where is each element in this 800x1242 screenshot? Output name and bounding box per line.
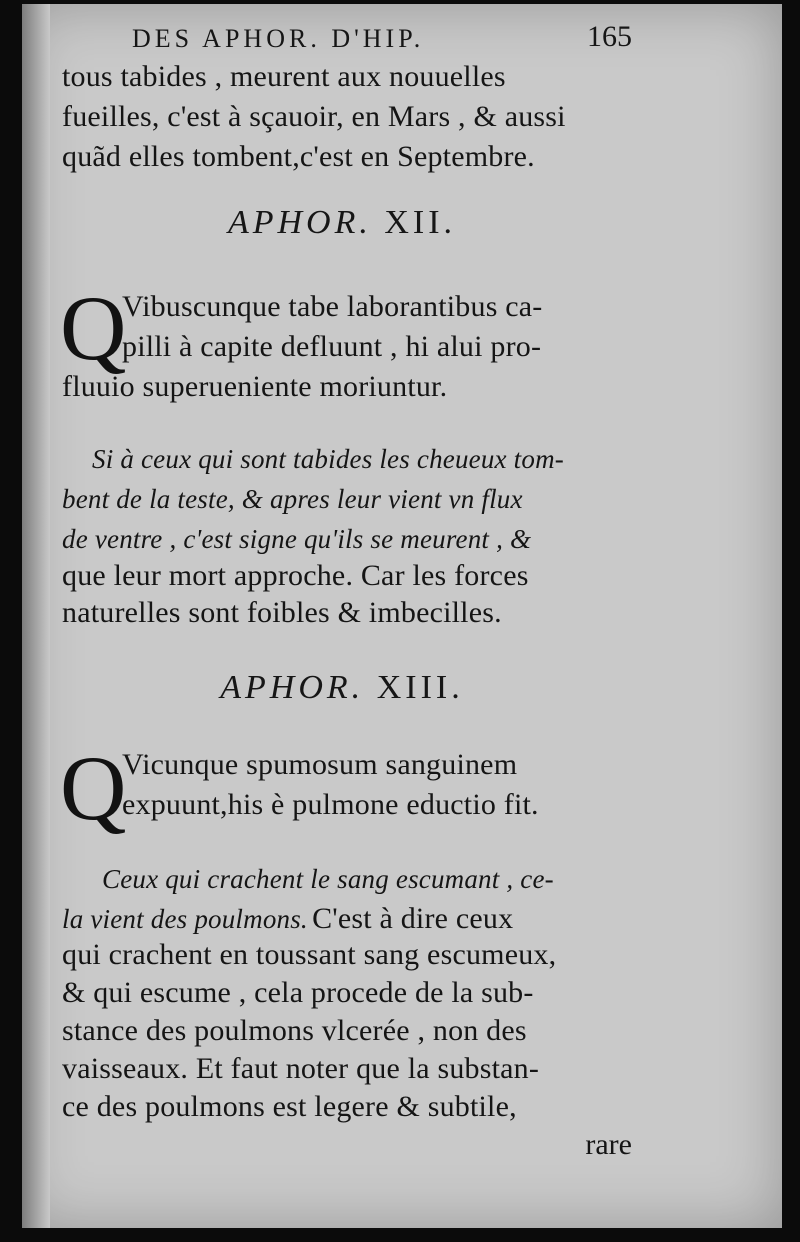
french-italic-line: de ventre , c'est signe qu'ils se meurent , & xyxy=(62,524,532,554)
french-italic-line: Ceux qui crachent le sang escumant , ce- xyxy=(102,864,554,894)
intro-line: quãd elles tombent,c'est en Septembre. xyxy=(62,140,535,173)
intro-line: fueilles, c'est à sçauoir, en Mars , & aussi xyxy=(62,100,566,133)
french-italic-segment: la vient des poulmons. xyxy=(62,904,308,934)
french-italic-line: Si à ceux qui sont tabides les cheueux tom- xyxy=(92,444,564,474)
running-head: DES APHOR. D'HIP. xyxy=(132,24,425,53)
catchword: rare xyxy=(585,1128,632,1161)
french-mixed-line xyxy=(62,902,513,936)
heading-numeral: XIII. xyxy=(376,669,464,706)
latin-line: Vicunque spumosum sanguinem xyxy=(122,748,518,781)
heading-word: APHOR. xyxy=(227,204,372,241)
heading-word: APHOR. xyxy=(220,669,365,706)
latin-line: Vibuscunque tabe laborantibus ca- xyxy=(122,290,543,323)
latin-line: expuunt,his è pulmone eductio fit. xyxy=(122,788,539,821)
latin-line: fluuio superueniente moriuntur. xyxy=(62,370,448,403)
french-roman-segment: C'est à dire ceux xyxy=(312,902,514,935)
french-line: vaisseaux. Et faut noter que la substan- xyxy=(62,1052,540,1085)
drop-cap-initial: Q xyxy=(60,737,127,839)
heading-numeral: XII. xyxy=(384,204,457,241)
french-line: ce des poulmons est legere & subtile, xyxy=(62,1090,517,1123)
french-line: qui crachent en toussant sang escumeux, xyxy=(62,938,557,971)
page-gutter-shadow xyxy=(22,4,50,1228)
french-line: & qui escume , cela procede de la sub- xyxy=(62,976,534,1009)
intro-line: tous tabides , meurent aux nouuelles xyxy=(62,60,506,93)
book-page xyxy=(22,4,782,1228)
aphorism-heading-13 xyxy=(22,669,662,707)
latin-line: pilli à capite defluunt , hi alui pro- xyxy=(122,330,542,363)
drop-cap-initial: Q xyxy=(60,277,127,379)
page-number: 165 xyxy=(587,20,632,53)
aphorism-heading-12 xyxy=(22,204,662,242)
french-line: que leur mort approche. Car les forces xyxy=(62,559,529,592)
french-italic-line: bent de la teste, & apres leur vient vn flux xyxy=(62,484,523,514)
french-line: naturelles sont foibles & imbecilles. xyxy=(62,596,502,629)
french-line: stance des poulmons vlcerée , non des xyxy=(62,1014,527,1047)
